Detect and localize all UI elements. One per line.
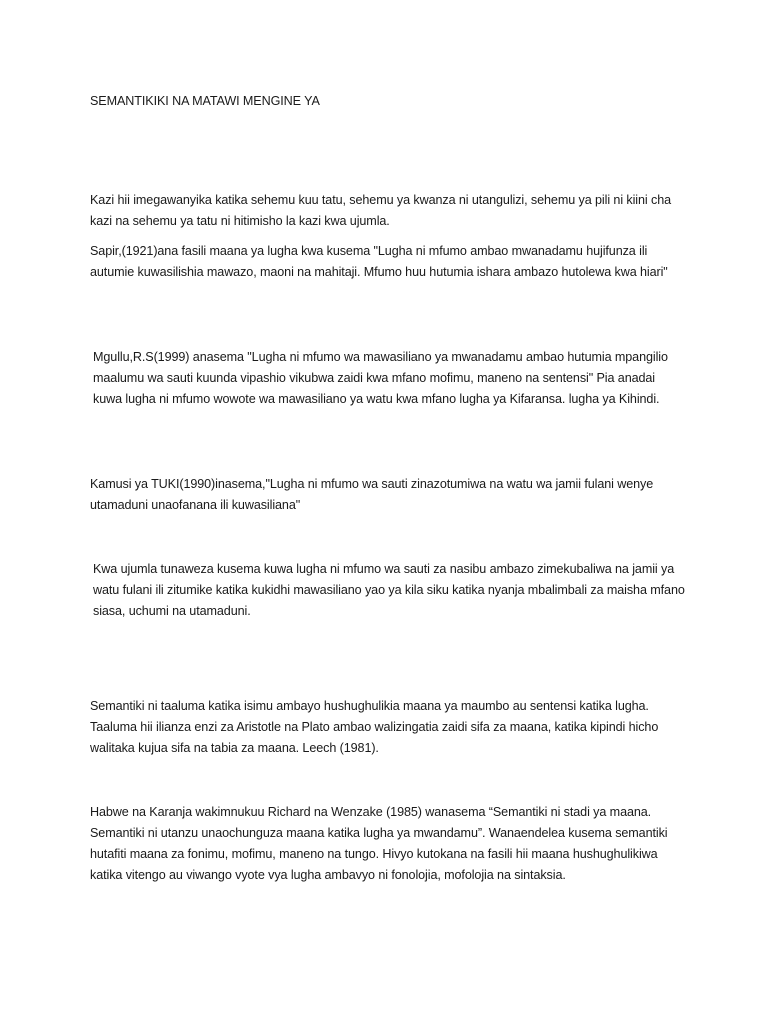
paragraph-semantiki-intro: Semantiki ni taaluma katika isimu ambayo hushughulikia maana ya maumbo au sentensi katika lugha. Taaluma hii ilianza enzi za Aristotle na Plato ambao walizingatia zaidi sifa za maana, katika kipindi hicho walitaka kujua sifa na tabia za maana. Leech (1981).	[90, 699, 659, 755]
paragraph-sapir-definition: Sapir,(1921)ana fasili maana ya lugha kwa kusema "Lugha ni mfumo ambao mwanadamu hujifunza ili autumie kuwasilishia mawazo, maoni na mahitaji. Mfumo huu hutumia ishara ambazo hutolewa kwa hiari"	[90, 244, 668, 279]
paragraph-habwe-karanja: Habwe na Karanja wakimnukuu Richard na Wenzake (1985) wanasema “Semantiki ni stadi ya maana. Semantiki ni utanzu unaochunguza maana katika lugha ya mwandamu”. Wanaendelea kusema semantiki hutafiti maana za fonimu, mofimu, maneno na tungo. Hivyo kutokana na fasili hii maana hushughulikiwa katika vitengo au viwango vyote vya lugha ambavyo ni fonolojia, mofolojia na sintaksia.	[90, 805, 668, 882]
paragraph-introduction: Kazi hii imegawanyika katika sehemu kuu tatu, sehemu ya kwanza ni utangulizi, sehemu ya pili ni kiini cha kazi na sehemu ya tatu ni hitimisho la kazi kwa ujumla.	[90, 193, 672, 228]
paragraph-summary-definition: Kwa ujumla tunaweza kusema kuwa lugha ni mfumo wa sauti za nasibu ambazo zimekubaliwa na jamii ya watu fulani ili zitumike katika kukidhi mawasiliano yao ya kila siku katika nyanja mbalimbali za maisha mfano siasa, uchumi na utamaduni.	[93, 562, 685, 618]
document-title: SEMANTIKIKI NA MATAWI MENGINE YA	[90, 94, 320, 108]
paragraph-tuki-definition: Kamusi ya TUKI(1990)inasema,"Lugha ni mfumo wa sauti zinazotumiwa na watu wa jamii fulani wenye utamaduni unaofanana ili kuwasiliana"	[90, 477, 654, 512]
paragraph-mgullu-definition: Mgullu,R.S(1999) anasema "Lugha ni mfumo wa mawasiliano ya mwanadamu ambao hutumia mpangilio maalumu wa sauti kuunda vipashio vikubwa zaidi kwa mfano mofimu, maneno na sentensi" Pia anadai kuwa lugha ni mfumo wowote wa mawasiliano ya watu kwa mfano lugha ya Kifaransa. lugha ya Kihindi.	[93, 350, 668, 406]
